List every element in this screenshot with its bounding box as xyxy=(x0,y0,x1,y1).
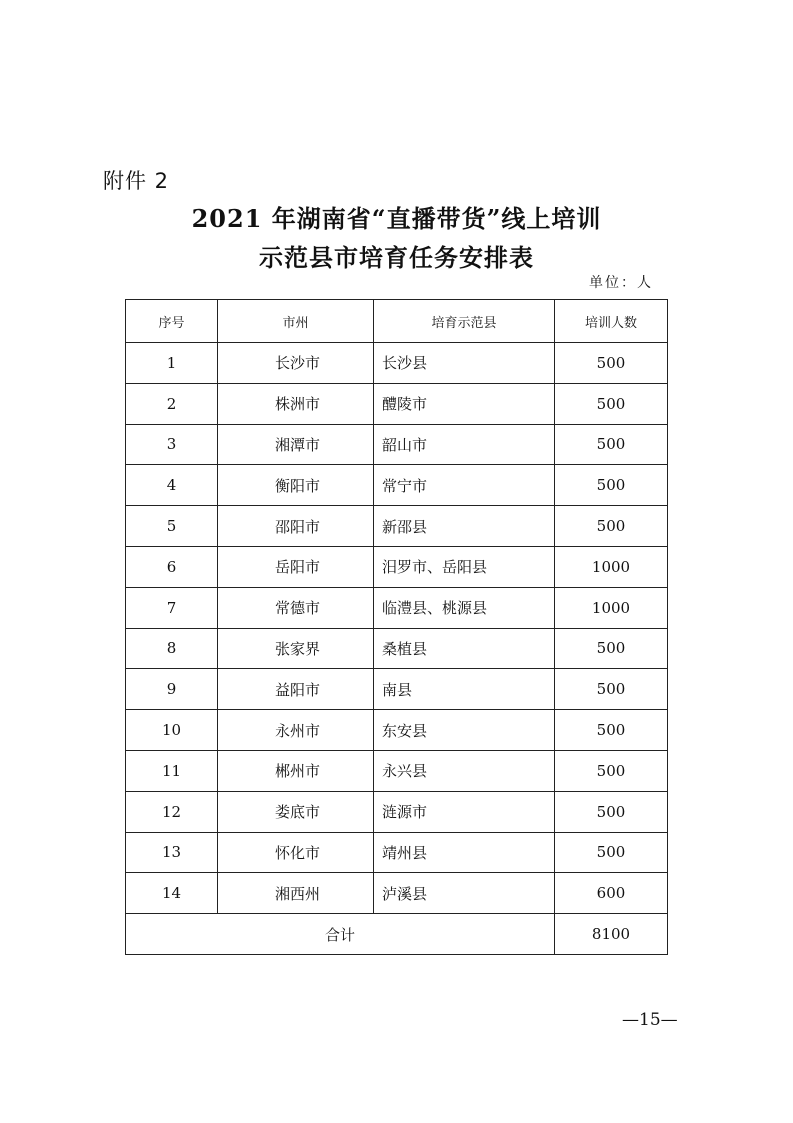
header-county: 培育示范县 xyxy=(374,300,555,343)
row-people: 500 xyxy=(555,343,668,384)
row-county: 醴陵市 xyxy=(374,383,555,424)
row-county: 桑植县 xyxy=(374,628,555,669)
total-row xyxy=(126,914,668,955)
row-people: 500 xyxy=(555,465,668,506)
attachment-label: 附件 2 xyxy=(103,169,170,193)
table-row xyxy=(126,506,668,547)
row-index: 5 xyxy=(126,506,218,547)
row-city: 湘西州 xyxy=(218,873,374,914)
table-row xyxy=(126,750,668,791)
row-index: 4 xyxy=(126,465,218,506)
row-city: 常德市 xyxy=(218,587,374,628)
row-index: 1 xyxy=(126,343,218,384)
row-county: 泸溪县 xyxy=(374,873,555,914)
row-county: 韶山市 xyxy=(374,424,555,465)
row-county: 东安县 xyxy=(374,710,555,751)
row-people: 500 xyxy=(555,669,668,710)
row-people: 500 xyxy=(555,750,668,791)
table-row xyxy=(126,343,668,384)
training-task-table xyxy=(125,299,668,955)
row-county: 靖州县 xyxy=(374,832,555,873)
row-city: 永州市 xyxy=(218,710,374,751)
header-city: 市州 xyxy=(218,300,374,343)
row-index: 14 xyxy=(126,873,218,914)
row-city: 娄底市 xyxy=(218,791,374,832)
row-index: 10 xyxy=(126,710,218,751)
row-city: 湘潭市 xyxy=(218,424,374,465)
row-people: 500 xyxy=(555,832,668,873)
row-people: 500 xyxy=(555,424,668,465)
row-city: 岳阳市 xyxy=(218,546,374,587)
row-city: 长沙市 xyxy=(218,343,374,384)
row-people: 1000 xyxy=(555,546,668,587)
row-county: 永兴县 xyxy=(374,750,555,791)
row-index: 6 xyxy=(126,546,218,587)
row-city: 张家界 xyxy=(218,628,374,669)
table-row xyxy=(126,465,668,506)
table-row xyxy=(126,873,668,914)
table-row xyxy=(126,587,668,628)
row-city: 邵阳市 xyxy=(218,506,374,547)
header-people: 培训人数 xyxy=(555,300,668,343)
table-row xyxy=(126,383,668,424)
total-label: 合计 xyxy=(126,914,555,955)
row-people: 500 xyxy=(555,710,668,751)
header-index: 序号 xyxy=(126,300,218,343)
row-people: 500 xyxy=(555,628,668,669)
row-county: 新邵县 xyxy=(374,506,555,547)
unit-label: 单位：人 xyxy=(589,275,653,291)
row-city: 怀化市 xyxy=(218,832,374,873)
row-people: 600 xyxy=(555,873,668,914)
row-index: 3 xyxy=(126,424,218,465)
table-row xyxy=(126,832,668,873)
row-index: 7 xyxy=(126,587,218,628)
table-header-row xyxy=(126,300,668,343)
table-body xyxy=(126,343,668,914)
row-county: 汨罗市、岳阳县 xyxy=(374,546,555,587)
row-city: 益阳市 xyxy=(218,669,374,710)
row-people: 500 xyxy=(555,791,668,832)
row-index: 11 xyxy=(126,750,218,791)
document-title-line2: 示范县市培育任务安排表 xyxy=(259,243,534,272)
row-index: 8 xyxy=(126,628,218,669)
table-row xyxy=(126,546,668,587)
row-county: 南县 xyxy=(374,669,555,710)
table-row xyxy=(126,791,668,832)
row-county: 临澧县、桃源县 xyxy=(374,587,555,628)
document-title-line1: 2021 年湖南省“直播带货”线上培训 xyxy=(191,204,602,233)
row-county: 长沙县 xyxy=(374,343,555,384)
row-county: 常宁市 xyxy=(374,465,555,506)
row-city: 株洲市 xyxy=(218,383,374,424)
row-index: 13 xyxy=(126,832,218,873)
row-people: 1000 xyxy=(555,587,668,628)
table-row xyxy=(126,424,668,465)
total-value: 8100 xyxy=(555,914,668,955)
page-number: —15— xyxy=(622,1010,678,1030)
row-city: 衡阳市 xyxy=(218,465,374,506)
row-people: 500 xyxy=(555,506,668,547)
row-index: 12 xyxy=(126,791,218,832)
row-city: 郴州市 xyxy=(218,750,374,791)
row-county: 涟源市 xyxy=(374,791,555,832)
table-row xyxy=(126,669,668,710)
row-people: 500 xyxy=(555,383,668,424)
row-index: 2 xyxy=(126,383,218,424)
row-index: 9 xyxy=(126,669,218,710)
table-row xyxy=(126,628,668,669)
table-row xyxy=(126,710,668,751)
